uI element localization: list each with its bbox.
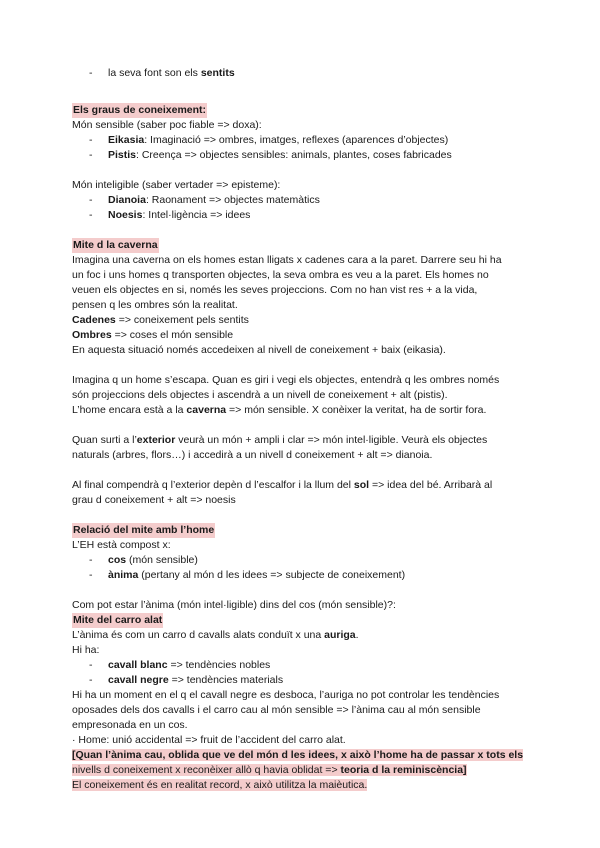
text-line: oposades dels dos cavalls i el carro cau al món sensible => l’ànima cau al món sensible: [72, 704, 481, 716]
carro-question: Com pot estar l’ànima (món intel·ligible) dins del cos (món sensible)?:: [72, 599, 396, 611]
term: Ombres: [72, 329, 112, 341]
definition: => tendències nobles: [167, 659, 271, 671]
list-item: [72, 568, 532, 583]
list-item: [72, 148, 532, 163]
text-line: pensen q les ombres són la realitat.: [72, 299, 238, 311]
term: Cadenes: [72, 314, 116, 326]
text-span: => idea del bé. Arribarà al: [369, 479, 493, 491]
text-line: són projeccions dels objectes i ascendrà a un nivell de coneixement + alt (pistis).: [72, 389, 448, 401]
definition: => coses el món sensible: [111, 329, 234, 341]
text-line: naturals (arbres, flors…) i accedirà a un nivell d coneixement + alt => dianoia.: [72, 449, 433, 461]
highlighted-text: El coneixement és en realitat record, x això utilitza la maièutica.: [72, 779, 368, 791]
caverna-paragraph-3: [72, 433, 532, 463]
text-span: Al final compendrà q l’exterior depèn d l’escalfor i la llum del: [72, 479, 354, 491]
intro-text: la seva font son els: [108, 67, 201, 79]
bullet-dash: -: [89, 674, 93, 686]
term: Noesis: [108, 209, 143, 221]
text-line: [72, 628, 532, 643]
carro-paragraph: [72, 688, 532, 733]
intro-bold: sentits: [200, 67, 235, 79]
carro-heading: Mite del carro alat: [73, 614, 163, 626]
bold-term: exterior: [136, 434, 176, 446]
graus-heading: Els graus de coneixement:: [73, 104, 207, 116]
bold-term: sol: [353, 479, 370, 491]
caverna-paragraph-1: [72, 253, 532, 313]
highlighted-bold: teoria d la reminiscència]: [340, 764, 467, 776]
text-span: .: [355, 629, 359, 641]
bullet-dash: -: [89, 194, 93, 206]
sensible-title: Món sensible (saber poc fiable => doxa):: [72, 119, 262, 131]
term: cavall negre: [108, 674, 169, 686]
definition: : Intel·ligència => idees: [142, 209, 251, 221]
caverna-paragraph-4: [72, 478, 532, 508]
intro-bullet: [72, 66, 532, 81]
text-line: grau d coneixement + alt => noesis: [72, 494, 236, 506]
bold-term: auriga: [324, 629, 356, 641]
term: ànima: [108, 569, 139, 581]
text-line: veuen els objectes en si, només les seves projeccions. Com no han vist res + a la vida,: [72, 284, 478, 296]
definition: : Creença => objectes sensibles: animals, plantes, coses fabricades: [136, 149, 452, 161]
bullet-dash: -: [89, 569, 93, 581]
list-item: [72, 193, 532, 208]
term: cavall blanc: [108, 659, 168, 671]
caverna-heading: Mite d la caverna: [73, 239, 158, 251]
text-span: => món sensible. X conèixer la veritat, ha de sortir fora.: [226, 404, 487, 416]
text-span: L’home encara està a la: [72, 404, 187, 416]
text-span: L’ànima és com un carro d cavalls alats conduït x una: [72, 629, 325, 641]
maieutica-line: [72, 778, 532, 793]
home-line: · Home: unió accidental => fruit de l’accident del carro alat.: [72, 734, 346, 746]
definition: => tendències materials: [168, 674, 284, 686]
document-body: [72, 66, 532, 793]
text-line: [72, 478, 532, 493]
bullet-dash: -: [89, 659, 93, 671]
bullet-dash: -: [89, 134, 93, 146]
text-line: En aquesta situació només accedeixen al nivell de coneixement + baix (eikasia).: [72, 344, 446, 356]
text-span: veurà un món + ampli i clar => món intel·ligible. Veurà els objectes: [175, 434, 488, 446]
bold-term: caverna: [186, 404, 227, 416]
definition: (pertany al món d les idees => subjecte de coneixement): [138, 569, 406, 581]
definition: : Raonament => objectes matemàtics: [145, 194, 320, 206]
bullet-dash: -: [89, 554, 93, 566]
list-item: [72, 133, 532, 148]
bullet-dash: -: [89, 149, 93, 161]
highlighted-text: [Quan l’ànima cau, oblida que ve del món d les idees, x això l’home ha de passar x tots els: [72, 749, 524, 761]
text-line: Imagina q un home s’escapa. Quan es giri i vegi els objectes, entendrà q les ombres només: [72, 374, 500, 386]
bullet-dash: -: [89, 209, 93, 221]
reminiscencia-line-1: [72, 748, 532, 763]
list-item: [72, 208, 532, 223]
text-span: Quan surti a l’: [72, 434, 137, 446]
highlighted-text: nivells d coneixement x reconèixer allò q havia oblidat =>: [72, 764, 341, 776]
caverna-paragraph-2: [72, 373, 532, 418]
text-line: [72, 403, 532, 418]
bullet-dash: -: [89, 67, 93, 79]
ombres-line: [72, 328, 532, 343]
term: Pistis: [108, 149, 137, 161]
relacio-intro: L’EH està compost x:: [72, 539, 171, 551]
list-item: [72, 553, 532, 568]
term: Dianoia: [108, 194, 146, 206]
text-line: Imagina una caverna on els homes estan lligats x cadenes cara a la paret. Darrere seu hi ha: [72, 254, 502, 266]
list-item: [72, 673, 532, 688]
cadenes-line: [72, 313, 532, 328]
relacio-heading: Relació del mite amb l’home: [73, 524, 215, 536]
term: cos: [108, 554, 127, 566]
hi-ha-label: Hi ha:: [72, 644, 100, 656]
definition: : Imaginació => ombres, imatges, reflexes (aparences d’objectes): [144, 134, 449, 146]
definition: => coneixement pels sentits: [115, 314, 249, 326]
definition: (món sensible): [126, 554, 198, 566]
reminiscencia-line-2: [72, 763, 532, 778]
text-line: un foc i uns homes q transporten objectes, la seva ombra es veu a la paret. Els homes no: [72, 269, 489, 281]
inteligible-title: Món inteligible (saber vertader => episteme):: [72, 179, 281, 191]
text-line: Hi ha un moment en el q el cavall negre es desboca, l’auriga no pot controlar les tendències: [72, 689, 500, 701]
list-item: [72, 658, 532, 673]
term: Eikasia: [108, 134, 145, 146]
text-line: empresonada en un cos.: [72, 719, 188, 731]
text-line: [72, 433, 532, 448]
